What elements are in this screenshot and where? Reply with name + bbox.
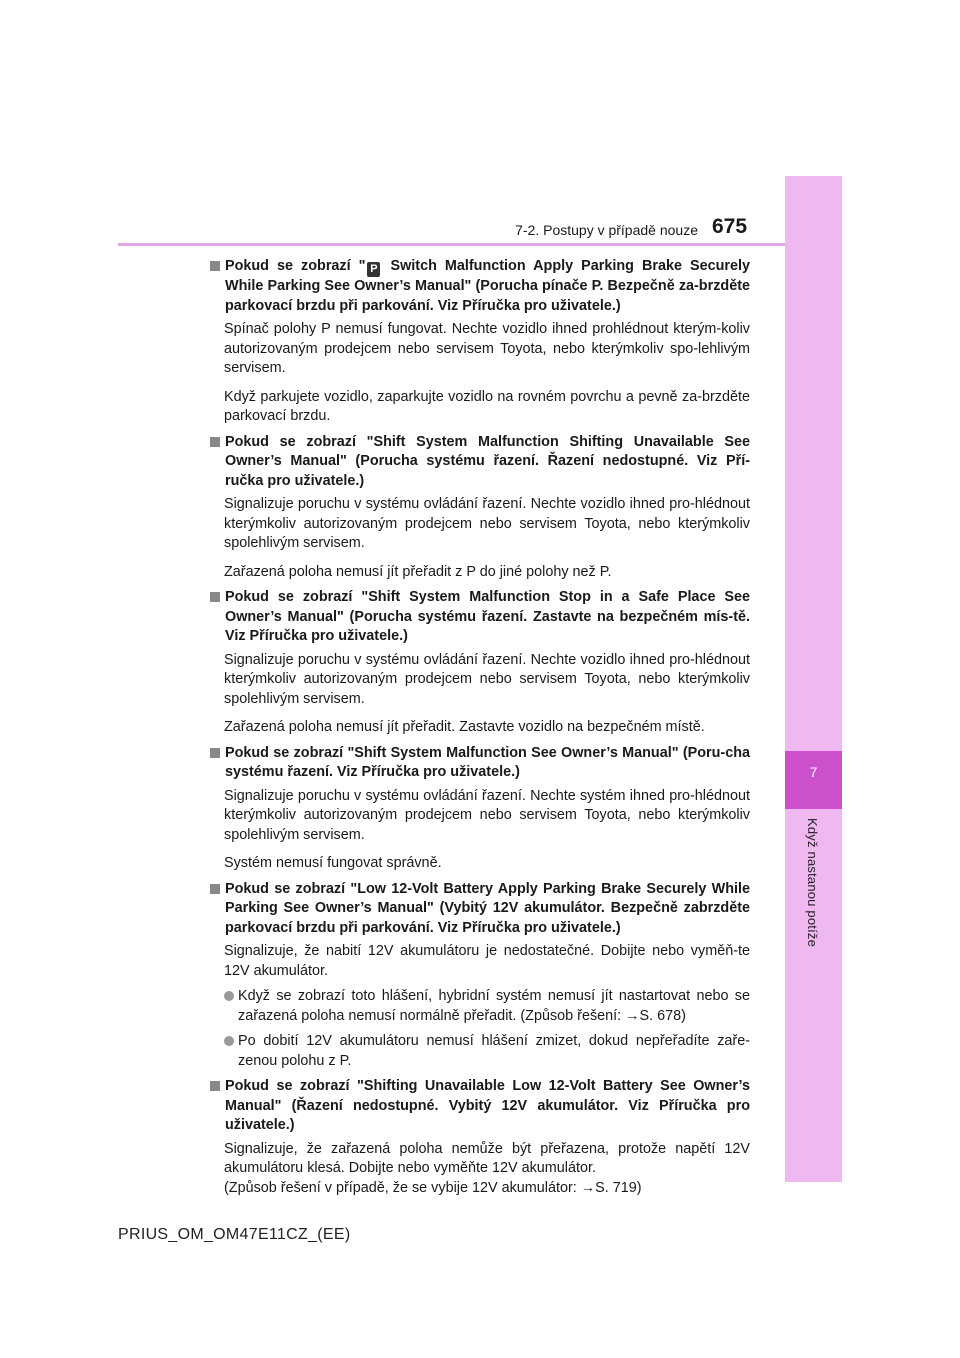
square-bullet-icon (210, 1081, 220, 1091)
page-number: 675 (712, 215, 748, 238)
list-item (210, 257, 750, 427)
item-paragraph: Signalizuje, že nabití 12V akumulátoru je nedostatečné. Dobijte nebo vyměň-te 12V akumulátor. (224, 943, 750, 979)
item-paragraph: Signalizuje poruchu v systému ovládání řazení. Nechte vozidlo ihned pro-hlédnout kterýmkoliv autorizovaným prodejcem nebo servisem Toyota, nebo kterýmkoliv spolehlivým servisem. (224, 651, 750, 707)
item-paragraph: Signalizuje poruchu v systému ovládání řazení. Nechte vozidlo ihned pro-hlédnout kterýmkoliv autorizovaným prodejcem nebo servisem Toyota, nebo kterýmkoliv spolehlivým servisem. (224, 496, 750, 551)
parking-p-icon: P (367, 262, 380, 277)
section-title: 7-2. Postupy v případě nouze (515, 222, 698, 238)
list-item (210, 1077, 750, 1198)
round-bullet-icon (224, 991, 234, 1001)
square-bullet-icon (210, 261, 220, 271)
bullet-point: Po dobití 12V akumulátoru nemusí hlášení zmizet, dokud nepřeřadíte zaře-zenou polohu z P. (210, 1032, 750, 1071)
item-title: Pokud se zobrazí " P Switch Malfunction Apply Parking Brake Securely While Parking See Owner’s Manual" (Porucha pínače P. Bezpečně za-brzděte parkovací brzdu při parkování. Viz Příručka pro uživatele.) (210, 257, 750, 316)
item-paragraph: Signalizuje poruchu v systému ovládání řazení. Nechte systém ihned pro-hlédnout kterýmkoliv autorizovaným prodejcem nebo servisem Toyota, nebo kterýmkoliv spolehlivým servisem. (224, 787, 750, 843)
item-paragraph: Systém nemusí fungovat správně. (224, 855, 442, 871)
item-paragraph: (Způsob řešení v případě, že se vybije 12V akumulátor: →S. 719) (224, 1179, 642, 1196)
item-title: Pokud se zobrazí "Shift System Malfunction Stop in a Safe Place See Owner’s Manual" (Porucha systému řazení. Zastavte na bezpečném mís-tě. Viz Příručka pro uživatele.) (210, 588, 750, 647)
list-item (210, 433, 750, 583)
list-item (210, 588, 750, 738)
item-title: Pokud se zobrazí "Shifting Unavailable Low 12-Volt Battery See Owner’s Manual" (Řazení nedostupné. Vybitý 12V akumulátor. Viz Příručka pro uživatele.) (210, 1077, 750, 1136)
list-item (210, 880, 750, 1072)
item-paragraph: Signalizuje, že zařazená poloha nemůže být přeřazena, protože napětí 12V akumulátoru klesá. Dobijte nebo vyměňte 12V akumulátor. (224, 1140, 750, 1176)
item-title: Pokud se zobrazí "Shift System Malfunction See Owner’s Manual" (Poru-cha systému řazení. Viz Příručka pro uživatele.) (210, 744, 750, 783)
item-title: Pokud se zobrazí "Low 12-Volt Battery Apply Parking Brake Securely While Parking See Owner’s Manual" (Vybitý 12V akumulátor. Bezpečně zabrzděte parkovací brzdu při parkování. Viz Příručka pro uživatele.) (210, 880, 750, 939)
chapter-label: Když nastanou potíže (805, 818, 820, 948)
header-rule (118, 243, 785, 246)
square-bullet-icon (210, 748, 220, 758)
chapter-number: 7 (809, 764, 818, 780)
item-paragraph: Zařazená poloha nemusí jít přeřadit z P do jiné polohy než P. (224, 563, 612, 580)
document-code: PRIUS_OM_OM47E11CZ_(EE) (118, 1226, 351, 1243)
bullet-point: Když se zobrazí toto hlášení, hybridní systém nemusí jít nastartovat nebo se zařazená poloha nemusí normálně přeřadit. (Způsob řešení: →S. 678) (210, 987, 750, 1026)
square-bullet-icon (210, 592, 220, 602)
item-title: Pokud se zobrazí "Shift System Malfunction Shifting Unavailable See Owner’s Manual" (Porucha systému řazení. Řazení nedostupné. Viz Pří-ručka pro uživatele.) (210, 433, 750, 492)
item-paragraph: Když parkujete vozidlo, zaparkujte vozidlo na rovném povrchu a pevně za-brzděte parkovací brzdu. (224, 388, 750, 424)
main-content (210, 257, 750, 1204)
item-paragraph: Zařazená poloha nemusí jít přeřadit. Zastavte vozidlo na bezpečném místě. (224, 719, 705, 735)
square-bullet-icon (210, 884, 220, 894)
item-paragraph: Spínač polohy P nemusí fungovat. Nechte vozidlo ihned prohlédnout kterým-koliv autorizovaným prodejcem nebo servisem Toyota, nebo kterýmkoliv spo-lehlivým servisem. (224, 321, 750, 376)
chapter-marker (785, 751, 842, 809)
round-bullet-icon (224, 1036, 234, 1046)
list-item (210, 744, 750, 874)
side-chapter-tab (785, 176, 842, 1182)
square-bullet-icon (210, 437, 220, 447)
